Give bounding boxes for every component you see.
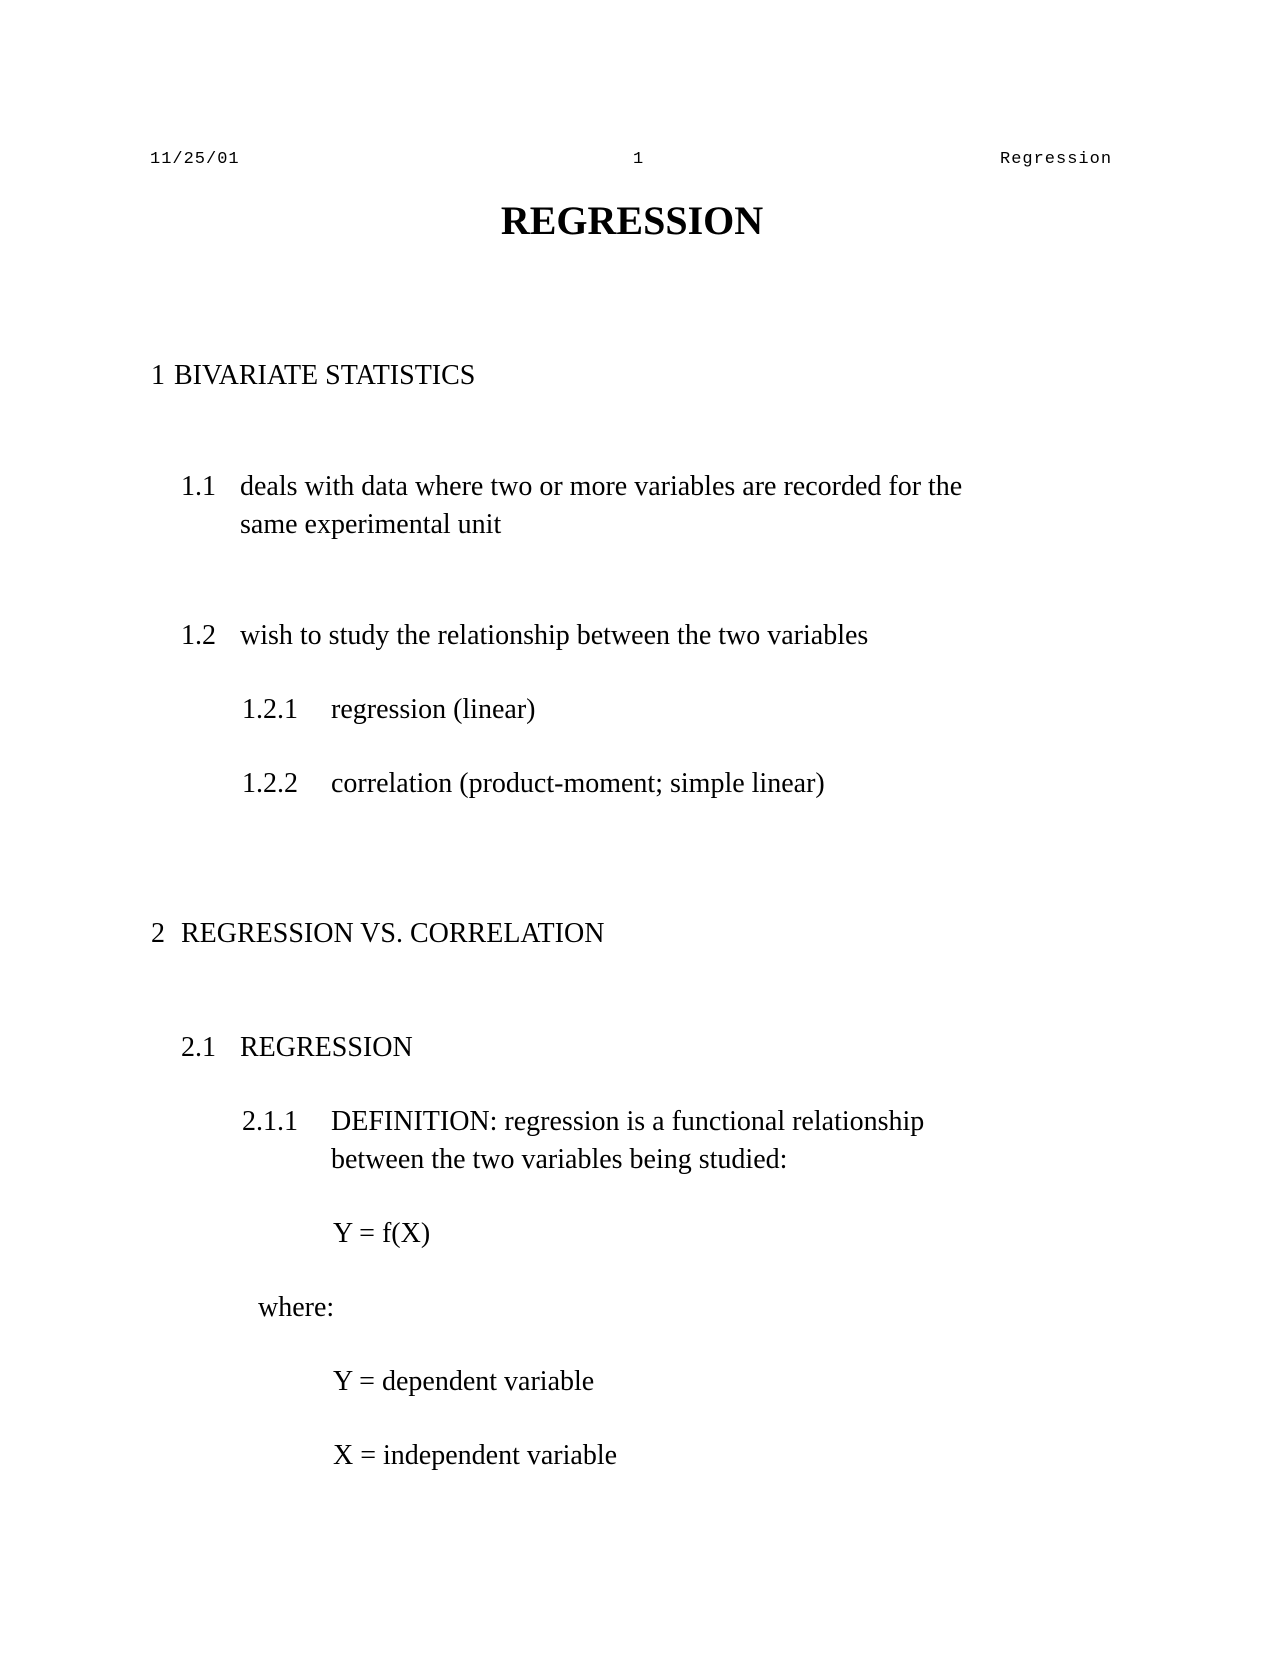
item-1-2-1-text: regression (linear) (331, 694, 536, 725)
page-title: REGRESSION (500, 198, 764, 243)
equation: Y = f(X) (333, 1218, 431, 1249)
item-2-1-1-line2: between the two variables being studied: (331, 1144, 788, 1175)
definition-x: X = independent variable (333, 1440, 618, 1471)
definition-y: Y = dependent variable (333, 1366, 595, 1397)
header-date: 11/25/01 (150, 150, 240, 169)
where-label: where: (258, 1292, 335, 1323)
item-2-1-1-number: 2.1.1 (242, 1106, 298, 1137)
item-1-1-line1: deals with data where two or more variables are recorded for the (240, 471, 963, 502)
item-1-1-number: 1.1 (181, 471, 216, 502)
header-running-title: Regression (1000, 150, 1113, 169)
item-1-2-2-text: correlation (product-moment; simple linear) (331, 768, 825, 799)
section-2-heading: REGRESSION VS. CORRELATION (181, 918, 605, 949)
section-1-heading: BIVARIATE STATISTICS (174, 360, 476, 391)
section-2-number: 2 (151, 918, 165, 949)
item-1-1-line2: same experimental unit (240, 509, 502, 540)
item-1-2-number: 1.2 (181, 620, 216, 651)
section-1-number: 1 (151, 360, 165, 391)
item-1-2-1-number: 1.2.1 (242, 694, 298, 725)
item-2-1-number: 2.1 (181, 1032, 216, 1063)
item-2-1-1-line1: DEFINITION: regression is a functional relationship (331, 1106, 925, 1137)
item-2-1-heading: REGRESSION (240, 1032, 413, 1063)
item-1-2-2-number: 1.2.2 (242, 768, 298, 799)
header-page-number: 1 (633, 150, 645, 169)
item-1-2-text: wish to study the relationship between the two variables (240, 620, 869, 651)
